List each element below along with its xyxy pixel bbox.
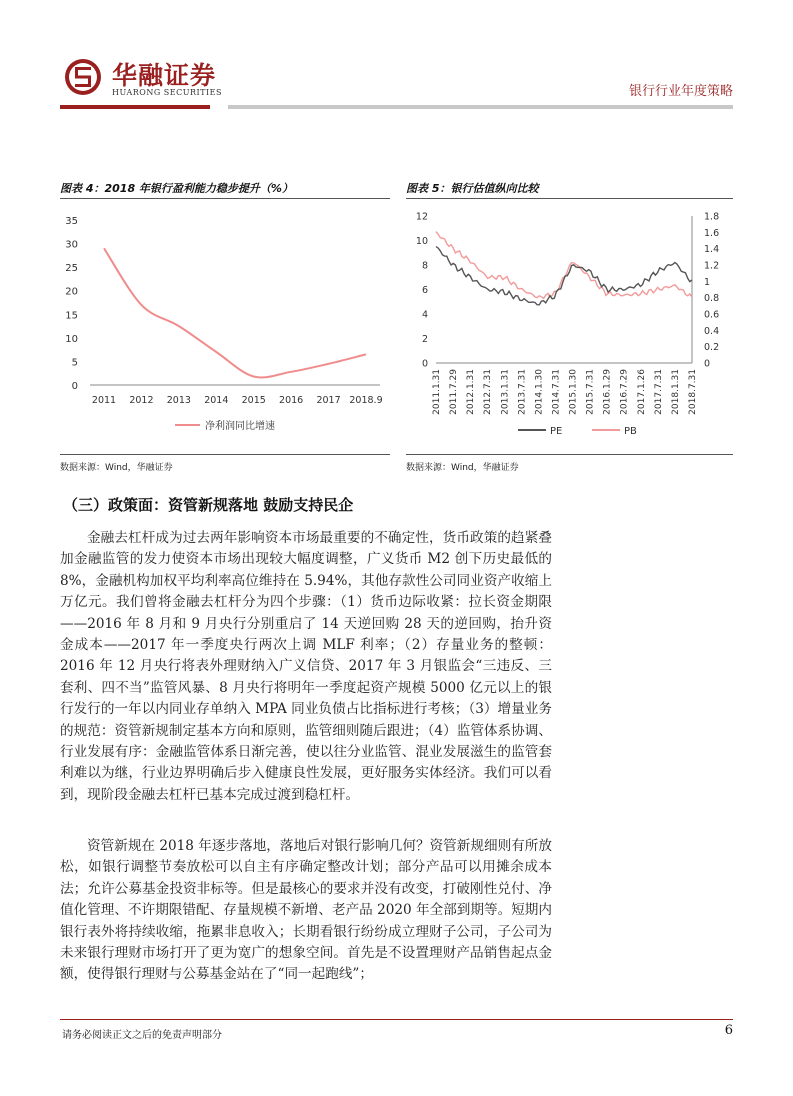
x-tick-label: 2018.7.31 (688, 369, 698, 415)
x-tick-label: 2012 (129, 395, 154, 406)
figure-4-bottom-rule (60, 454, 390, 455)
y-tick-label: 0 (71, 381, 78, 392)
y-right-tick-label: 1.8 (704, 211, 720, 223)
x-tick-label: 2011.7.29 (449, 369, 460, 415)
x-tick-label: 2012.7.31 (483, 369, 494, 415)
y-tick-label: 30 (65, 239, 78, 251)
x-tick-label: 2018.1.31 (670, 369, 681, 415)
header-rule-gray (228, 105, 733, 109)
figure-4-chart (60, 205, 390, 450)
section-heading: （三）政策面：资管新规落地 鼓励支持民企 (63, 496, 354, 514)
page-number: 6 (724, 1023, 733, 1038)
figure-5-title: 图表 5：银行估值纵向比较 (406, 182, 539, 195)
x-tick-label: 2015.7.31 (585, 369, 596, 415)
y-right-tick-label: 0.8 (704, 293, 720, 305)
company-name-cn: 华融证券 (112, 61, 217, 90)
y-tick-label: 10 (65, 333, 78, 345)
x-tick-label: 2015 (241, 395, 266, 406)
y-right-tick-label: 0.6 (704, 309, 720, 321)
legend-label: 净利润同比增速 (205, 421, 275, 432)
x-tick-label: 2016.1.29 (602, 369, 613, 415)
x-tick-label: 2014.1.30 (534, 369, 545, 415)
x-tick-label: 2013.7.31 (517, 369, 528, 415)
y-left-tick-label: 4 (421, 309, 428, 321)
y-right-tick-label: 1.4 (704, 244, 720, 256)
legend-label-pb: PB (624, 426, 637, 437)
x-tick-label: 2013.1.31 (500, 369, 511, 415)
x-tick-label: 2017.1.26 (636, 369, 647, 415)
paragraph: 金融去杠杆成为过去两年影响资本市场最重要的不确定性，货币政策的趋紧叠加金融监管的发力使资本市场出现较大幅度调整，广义货币 M2 创下历史最低的 8%，金融机构加权平均利率高位维持在 5.94%，其他存款性公司同业资产收缩上万亿元。我们曾将金融去杠杆分为四个步骤：（1）货币边际收紧：拉长资金期限——2016 年 8 月和 9 月央行分别重启了 14 天逆回购 28 天的逆回购，抬升资金成本——2017 年一季度央行两次上调 MLF 利率；（2）存量业务的整顿：2016 年 12 月央行将表外理财纳入广义信贷、2017 年 3 月银监会“三违反、三套利、四不当”监管风暴、8 月央行将明年一季度起资产规模 5000 亿元以上的银行发行的一年以内同业存单纳入 MPA 同业负债占比指标进行考核；（3）增量业务的规范：资管新规制定基本方向和原则，监管细则随后跟进；（4）监管体系协调、行业发展有序：金融监管体系日渐完善，使以往分业监管、混业发展滋生的监管套利难以为继，行业边界明确后步入健康良性发展，更好服务实体经济。我们可以看到，现阶段金融去杠杆已基本完成过渡到稳杠杆。 (60, 530, 552, 803)
figure-5-source: 数据来源：Wind，华融证券 (406, 463, 519, 473)
x-tick-label: 2014 (204, 395, 229, 406)
y-left-tick-label: 12 (415, 211, 428, 223)
figure-5-chart (406, 205, 733, 450)
x-tick-label: 2016 (279, 395, 304, 406)
series-line-net-profit-growth (104, 248, 366, 377)
y-tick-label: 5 (71, 357, 78, 369)
y-tick-label: 35 (65, 216, 78, 227)
y-left-tick-label: 2 (421, 334, 428, 345)
series-line-pb (436, 232, 692, 299)
footer-rule (60, 1019, 733, 1020)
company-logo (64, 58, 102, 96)
x-tick-label: 2014.7.31 (551, 369, 562, 415)
x-tick-label: 2011 (91, 395, 117, 406)
x-tick-label: 2016.7.29 (619, 369, 630, 415)
figure-4-title: 图表 4：2018 年银行盈利能力稳步提升（%） (60, 182, 293, 195)
y-right-tick-label: 1.6 (704, 227, 720, 239)
y-right-tick-label: 0 (704, 358, 711, 370)
x-tick-label: 2018.9 (349, 395, 383, 406)
figure-5-bottom-rule (406, 454, 733, 455)
y-left-tick-label: 8 (421, 260, 428, 272)
figure-5-top-rule (406, 198, 733, 199)
figure-4-source: 数据来源：Wind，华融证券 (60, 463, 173, 473)
x-tick-label: 2013 (166, 395, 191, 406)
footer-disclaimer: 请务必阅读正文之后的免责声明部分 (62, 1030, 222, 1041)
y-right-tick-label: 1 (704, 276, 711, 288)
figure-4-top-rule (60, 198, 390, 199)
x-tick-label: 2017 (316, 395, 341, 406)
y-left-tick-label: 10 (415, 236, 428, 247)
x-tick-label: 2015.1.30 (568, 369, 579, 415)
series-line-pe (436, 247, 692, 305)
x-tick-label: 2012.1.31 (466, 369, 477, 415)
report-title: 银行行业年度策略 (628, 84, 733, 99)
y-left-tick-label: 0 (421, 358, 428, 370)
x-tick-label: 2017.7.31 (653, 369, 664, 415)
y-tick-label: 15 (65, 310, 78, 322)
legend-label-pe: PE (550, 426, 563, 437)
x-tick-label: 2011.1.31 (432, 369, 442, 415)
y-right-tick-label: 0.2 (704, 342, 720, 354)
company-name-en: HUARONG SECURITIES (112, 88, 222, 97)
y-right-tick-label: 0.4 (704, 325, 720, 337)
header-rule-red (60, 105, 210, 109)
y-tick-label: 25 (65, 263, 78, 275)
y-tick-label: 20 (65, 286, 78, 298)
paragraph: 资管新规在 2018 年逐步落地，落地后对银行影响几何？资管新规细则有所放松，如银行调整节奏放松可以自主有序确定整改计划；部分产品可以用摊余成本法；允许公募基金投资非标等。但是最核心的要求并没有改变，打破刚性兑付、净值化管理、不许期限错配、存量规模不新增、老产品 2020 年全部到期等。短期内银行表外将持续收缩，拖累非息收入；长期看银行纷纷成立理财子公司，子公司为未来银行理财市场打开了更为宽广的想象空间。首先是不设置理财产品销售起点金额，使得银行理财与公募基金站在了“同一起跑线”； (60, 838, 552, 983)
y-left-tick-label: 6 (421, 285, 428, 296)
y-right-tick-label: 1.2 (704, 260, 720, 272)
